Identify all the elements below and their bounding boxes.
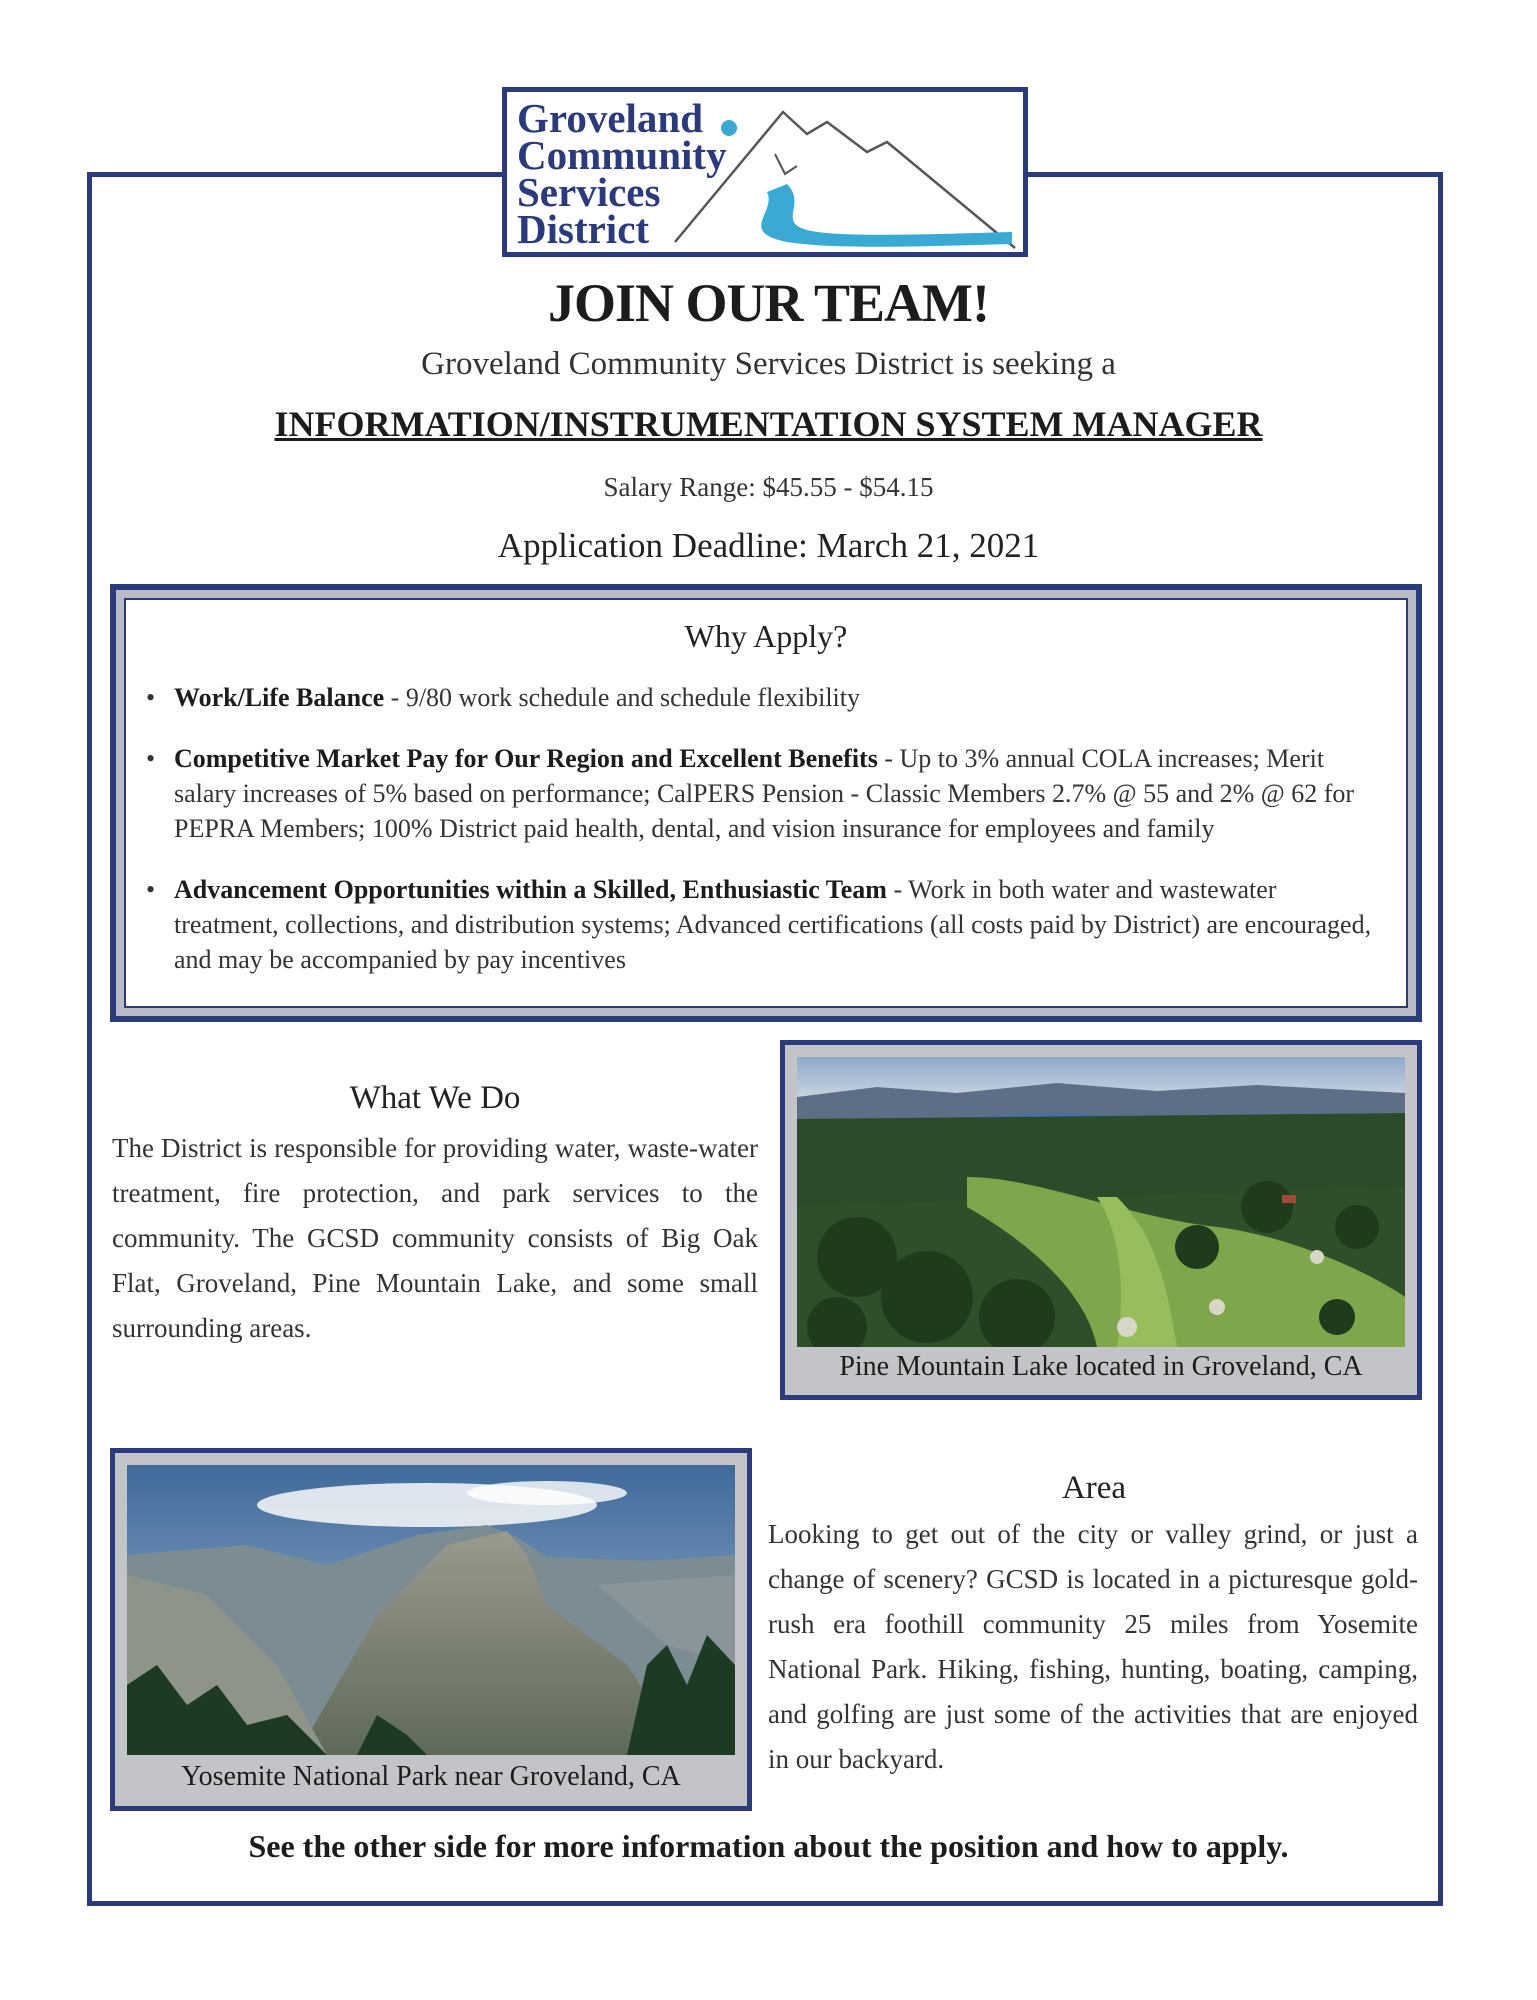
list-item (146, 872, 1386, 977)
yosemite-image (127, 1465, 735, 1755)
benefit-heading: Advancement Opportunities within a Skilled, Enthusiastic Team (174, 875, 887, 904)
lake-photo-frame (780, 1040, 1422, 1400)
logo-line: District (517, 206, 650, 252)
what-we-do-title: What We Do (349, 1080, 521, 1116)
lake-aerial-image (797, 1057, 1405, 1347)
lake-photo-caption: Pine Mountain Lake located in Groveland, CA (839, 1351, 1363, 1382)
application-deadline (0, 526, 1537, 566)
list-item (146, 680, 1386, 715)
deadline-value: March 21, 2021 (816, 526, 1040, 565)
what-we-do-text: The District is responsible for providing water, waste-water treatment, fire protection, and park services to the community. The GCSD community consists of Big Oak Flat, Groveland, Pine Mountain Lake, and some small surrounding areas. (112, 1133, 758, 1343)
logo-line: Groveland (517, 95, 704, 141)
yosemite-photo-frame (110, 1448, 752, 1811)
why-apply-box (110, 584, 1422, 1022)
intro-text: Groveland Community Services District is seeking a (421, 346, 1116, 382)
footer-note: See the other side for more information about the position and how to apply. (248, 1828, 1289, 1864)
why-apply-panel (124, 598, 1408, 1008)
area-text: Looking to get out of the city or valley grind, or just a change of scenery? GCSD is located in a picturesque gold-rush era foothill community 25 miles from Yosemite National Park. Hiking, fishing, hunting, boating, camping, and golfing are just some of the activities that are enjoyed in our backyard. (768, 1519, 1418, 1774)
benefit-text: - Work in both water and wastewater treatment, collections, and distribution systems; Advanced certifications (all costs paid by District) are encouraged, and may be accompanied by pay incentives (174, 875, 1372, 974)
logo-line: Community (517, 132, 727, 178)
salary-range: Salary Range: $45.55 - $54.15 (603, 472, 934, 502)
bullet-icon: • (146, 875, 156, 904)
logo-wordmark (517, 95, 727, 252)
deadline-label: Application Deadline: (497, 526, 808, 565)
benefit-heading: Work/Life Balance (174, 683, 385, 712)
headline: JOIN OUR TEAM! (547, 273, 990, 333)
benefit-heading: Competitive Market Pay for Our Region and Excellent Benefits (174, 744, 878, 773)
benefit-text: - 9/80 work schedule and schedule flexibility (384, 683, 860, 712)
district-logo (502, 87, 1028, 257)
yosemite-photo-caption: Yosemite National Park near Groveland, CA (181, 1761, 681, 1792)
list-item (146, 741, 1386, 846)
bullet-icon: • (146, 683, 156, 712)
why-apply-title: Why Apply? (684, 618, 848, 654)
area-title: Area (1061, 1470, 1127, 1506)
position-title: INFORMATION/INSTRUMENTATION SYSTEM MANAGER (274, 404, 1263, 444)
benefit-text: - Up to 3% annual COLA increases; Merit salary increases of 5% based on performance; CalPERS Pension - Classic Members 2.7% @ 55 and 2% @ 62 for PEPRA Members; 100% District paid health, dental, and vision insurance for employees and family (174, 744, 1355, 843)
bullet-icon: • (146, 744, 156, 773)
benefits-list (146, 680, 1386, 1003)
logo-line: Services (517, 169, 661, 215)
